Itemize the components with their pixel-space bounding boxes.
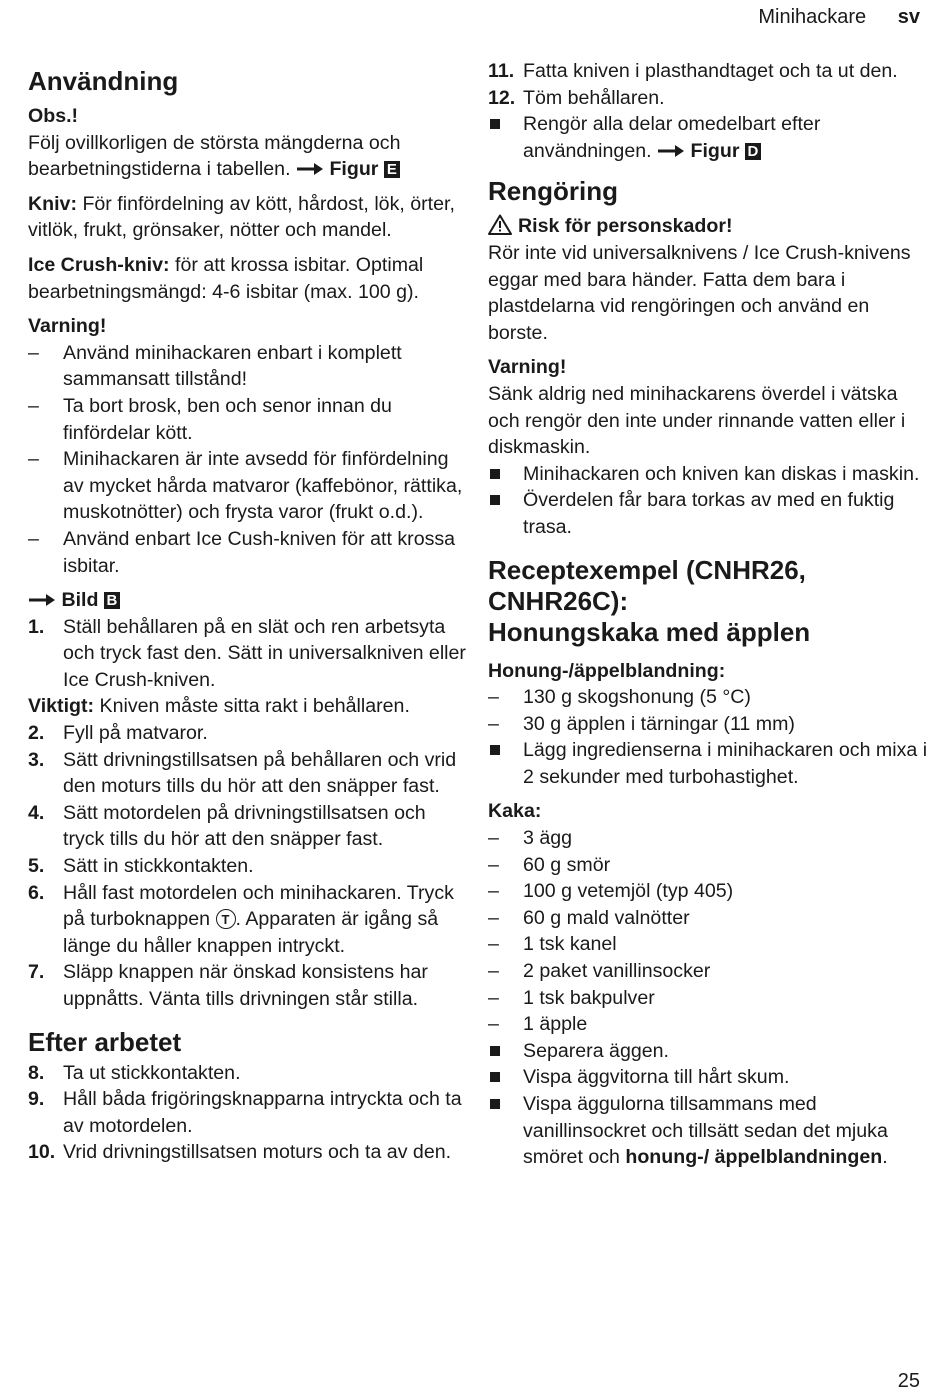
warning-text: Använd minihackaren enbart i komplett sammansatt tillstånd!	[63, 341, 402, 391]
arrow-right-icon	[296, 161, 324, 177]
figure-letter-b: B	[104, 592, 120, 609]
obs-text: Följ ovillkorligen de största mängderna och bearbetningstiderna i tabellen.	[28, 131, 401, 181]
obs-figure-ref: Figur	[329, 158, 379, 181]
step-text	[63, 880, 468, 960]
figure-letter-e: E	[384, 161, 400, 178]
kaka-label: Kaka:	[488, 800, 542, 823]
dash-marker: –	[488, 933, 499, 956]
page-number: 25	[897, 1370, 920, 1392]
step-text: Släpp knappen när önskad konsistens har uppnåtts. Vänta tills drivningen står stilla.	[63, 961, 428, 1010]
bullet-item	[488, 1038, 928, 1065]
varning-label: Varning!	[488, 356, 567, 379]
ingredient-text: 130 g skogshonung (5 °C)	[523, 686, 751, 709]
ingredient-item	[488, 878, 928, 905]
dash-marker: –	[488, 712, 499, 735]
ingredient-item	[488, 684, 928, 711]
dash-marker: –	[488, 880, 499, 903]
right-column	[488, 58, 928, 1171]
step-item	[488, 85, 928, 112]
ingredient-item	[488, 905, 928, 932]
dash-marker: –	[28, 527, 39, 550]
step-item	[28, 1060, 468, 1087]
ingredient-text: 1 äpple	[523, 1013, 588, 1036]
step-number: 1.	[28, 615, 45, 638]
step-text: Töm behållaren.	[523, 86, 665, 109]
risk-text: Rör inte vid universalknivens / Ice Crush-knivens eggar med bara händer. Fatta dem bara i plastdelarna vid rengöringen och använd en borste.	[488, 241, 911, 344]
step-item	[28, 747, 468, 800]
ingredient-text: 100 g vetemjöl (typ 405)	[523, 880, 734, 903]
square-bullet-icon	[488, 737, 523, 790]
viktigt-text: Kniven måste sitta rakt i behållaren.	[99, 695, 410, 718]
step-text: Sätt motordelen på drivningstillsatsen och tryck tills du hör att den snäpper fast.	[63, 801, 426, 851]
bild-label: Bild	[61, 589, 99, 612]
dash-marker: –	[488, 853, 499, 876]
header-language: sv	[897, 6, 920, 28]
warning-text: Använd enbart Ice Cush-kniven för att krossa isbitar.	[63, 527, 456, 577]
risk-heading	[488, 213, 928, 240]
step-text: Fyll på matvaror.	[63, 722, 208, 745]
step-text: Ställ behållaren på en slät och ren arbetsyta och tryck fast den. Sätt in universalkniven eller Ice Crush-kniven.	[63, 615, 466, 691]
square-bullet-icon	[488, 1091, 523, 1171]
ingredient-item	[488, 711, 928, 738]
bullet-item	[488, 111, 928, 164]
dash-marker: –	[488, 686, 499, 709]
header-title: Minihackare	[758, 6, 867, 28]
ice-text: för att krossa isbitar. Optimal bearbetningsmängd: 4-6 isbitar (max. 100 g).	[28, 253, 424, 303]
step-number: 4.	[28, 801, 45, 824]
ingredient-text: 1 tsk kanel	[523, 933, 617, 956]
dash-marker: –	[28, 341, 39, 364]
heading-after-work: Efter arbetet	[28, 1026, 182, 1057]
heading-recipe-example: Receptexempel (CNHR26, CNHR26C):	[488, 554, 806, 616]
heading-cleaning: Rengöring	[488, 176, 618, 207]
last-bullet-bold: honung-/ äppelblandningen	[625, 1146, 883, 1169]
bullet-text: Separera äggen.	[523, 1039, 669, 1062]
step-number: 2.	[28, 722, 45, 745]
ingredient-text: 30 g äpplen i tärningar (11 mm)	[523, 712, 795, 735]
square-bullet-icon	[488, 461, 523, 488]
last-bullet-text-a: Vispa äggulorna tillsammans med vanillinsockret och tillsätt sedan det mjuka smöret och	[523, 1093, 888, 1169]
dash-marker: –	[488, 960, 499, 983]
warning-item	[28, 526, 468, 579]
step-text: Sätt drivningstillsatsen på behållaren och vrid den moturs tills du hör att den snäpper fast.	[63, 748, 457, 798]
ingredient-text: 2 paket vanillinsocker	[523, 960, 711, 983]
step-item	[28, 880, 468, 960]
warning-item	[28, 393, 468, 446]
turbo-button-icon: T	[216, 909, 236, 929]
bullet-text: Överdelen får bara torkas av med en fuktig trasa.	[523, 489, 895, 538]
ingredient-item	[488, 1011, 928, 1038]
obs-label: Obs.!	[28, 105, 79, 127]
clean-bullet-text: Rengör alla delar omedelbart efter användningen.	[523, 113, 821, 162]
kniv-text: För finfördelning av kött, hårdost, lök, örter, vitlök, frukt, grönsaker, nötter och mandel.	[28, 192, 455, 242]
step-text: Sätt in stickkontakten.	[63, 855, 254, 878]
step-number: 6.	[28, 881, 45, 904]
step-item	[28, 959, 468, 1012]
bullet-item	[488, 1091, 928, 1171]
step6-text-a: Håll fast motordelen och minihackaren. Tryck på turboknappen	[63, 881, 454, 931]
ingredient-item	[488, 852, 928, 879]
obs-paragraph	[28, 130, 468, 183]
square-bullet-icon	[488, 1038, 523, 1065]
ingredient-item	[488, 931, 928, 958]
step-text: Håll båda frigöringsknapparna intryckta och ta av motordelen.	[63, 1088, 462, 1137]
dash-marker: –	[28, 448, 39, 471]
square-bullet-icon	[488, 111, 523, 164]
viktigt-label: Viktigt:	[28, 695, 95, 718]
heading-usage: Användning	[28, 66, 179, 96]
step-text: Fatta kniven i plasthandtaget och ta ut den.	[523, 60, 898, 82]
varning-label: Varning!	[28, 315, 107, 338]
ingredient-text: 60 g smör	[523, 853, 611, 876]
dash-marker: –	[488, 986, 499, 1009]
step-item	[28, 800, 468, 853]
ingredient-item	[488, 825, 928, 852]
warning-triangle-icon	[488, 214, 512, 235]
warning-text: Ta bort brosk, ben och senor innan du finfördelar kött.	[63, 394, 392, 444]
step-number: 12.	[488, 86, 516, 109]
step-number: 11.	[488, 60, 515, 82]
step-text: Ta ut stickkontakten.	[63, 1061, 241, 1084]
bullet-item	[488, 461, 928, 488]
dash-marker: –	[488, 906, 499, 929]
bullet-text	[523, 111, 928, 164]
left-column	[28, 58, 468, 1166]
warning-text: Minihackaren är inte avsedd för finfördelning av mycket hårda matvaror (kaffebönor, rättika, muskotnötter) och frysta varor (frukt o.d.).	[63, 448, 463, 524]
bullet-item	[488, 1064, 928, 1091]
bullet-text	[523, 1091, 928, 1171]
dash-marker: –	[28, 394, 39, 417]
mix-label: Honung-/äppelblandning:	[488, 659, 726, 682]
arrow-right-icon	[657, 143, 685, 159]
ingredient-text: 3 ägg	[523, 827, 573, 850]
step6-text-b: . Apparaten är igång så länge du håller knappen intryckt.	[63, 908, 439, 957]
kniv-label: Kniv:	[28, 192, 77, 215]
figure-letter-d: D	[745, 143, 761, 160]
step-item	[28, 614, 468, 694]
ice-label: Ice Crush-kniv:	[28, 253, 170, 276]
ingredient-item	[488, 958, 928, 985]
step-number: 5.	[28, 855, 45, 878]
arrow-right-icon	[28, 592, 56, 608]
step-item	[28, 853, 468, 880]
bild-reference	[28, 587, 468, 614]
bullet-item	[488, 737, 928, 790]
square-bullet-icon	[488, 487, 523, 540]
step-number: 7.	[28, 961, 45, 984]
dash-marker: –	[488, 1013, 499, 1036]
step-number: 3.	[28, 748, 45, 771]
viktigt-paragraph	[28, 693, 468, 720]
step-number: 9.	[28, 1088, 45, 1111]
step-number: 8.	[28, 1061, 45, 1084]
last-bullet-text-c: .	[882, 1146, 888, 1169]
ingredient-item	[488, 985, 928, 1012]
warning-item	[28, 340, 468, 393]
square-bullet-icon	[488, 1064, 523, 1091]
step-item	[488, 58, 928, 85]
kniv-paragraph	[28, 191, 468, 244]
ingredient-text: 1 tsk bakpulver	[523, 986, 655, 1009]
clean-figure-ref: Figur	[690, 139, 740, 162]
step-item	[28, 1086, 468, 1139]
step-number: 10.	[28, 1141, 56, 1164]
heading-recipe-name: Honungskaka med äpplen	[488, 616, 811, 647]
bullet-text: Vispa äggvitorna till hårt skum.	[523, 1066, 790, 1089]
warning-item	[28, 446, 468, 526]
step-item	[28, 1139, 468, 1166]
bullet-text: Lägg ingredienserna i minihackaren och mixa i 2 sekunder med turbohastighet.	[523, 739, 928, 788]
ingredient-text: 60 g mald valnötter	[523, 906, 690, 929]
step-text: Vrid drivningstillsatsen moturs och ta av den.	[63, 1141, 452, 1164]
varning-text: Sänk aldrig ned minihackarens överdel i vätska och rengör den inte under rinnande vatten eller i diskmaskin.	[488, 382, 906, 459]
bullet-text: Minihackaren och kniven kan diskas i maskin.	[523, 462, 920, 485]
risk-label: Risk för personskador!	[518, 215, 733, 238]
step-item	[28, 720, 468, 747]
bullet-item	[488, 487, 928, 540]
ice-paragraph	[28, 252, 468, 305]
dash-marker: –	[488, 827, 499, 850]
page-header	[758, 6, 920, 29]
